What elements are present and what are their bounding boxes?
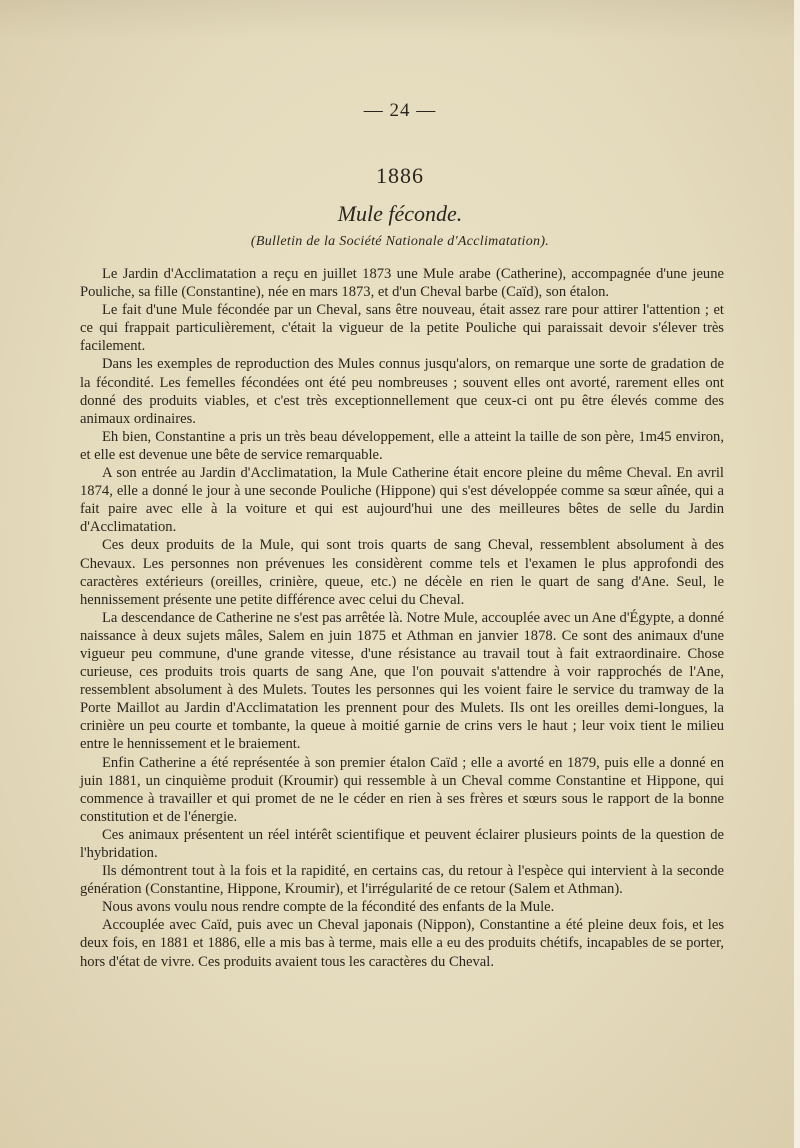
paragraph: Ces deux produits de la Mule, qui sont trois quarts de sang Cheval, ressemblent absolument à des Chevaux. Les personnes non prévenues les considèrent comme tels et l'examen le plus approfondi des caractères extérieurs (oreilles, crinière, queue, etc.) ne décèle en rien le quart de sang d'Ane. Seul, le hennissement présente une petite différence avec celui du Cheval. bbox=[80, 537, 724, 608]
article-title: Mule féconde. bbox=[337, 201, 463, 226]
paragraph: Enfin Catherine a été représentée à son premier étalon Caïd ; elle a avorté en 1879, puis elle a donné en juin 1881, un cinquième produit (Kroumir) qui ressemble à un Cheval comme Constantine et Hippone, qui commence à travailler et qui promet de ne le céder en rien à ses frères et sœurs sous le rapport de la bonne constitution et de l'énergie. bbox=[80, 754, 724, 825]
paragraph: Ils démontrent tout à la fois et la rapidité, en certains cas, du retour à l'espèce qui intervient à la seconde génération (Constantine, Hippone, Kroumir), et l'irrégularité de ce retour (Salem et Athman). bbox=[80, 863, 724, 898]
paragraph: Accouplée avec Caïd, puis avec un Cheval japonais (Nippon), Constantine a été pleine deux fois, et les deux fois, en 1881 et 1886, elle a mis bas à terme, mais elle a eu des produits chétifs, incapables de se porter, hors d'état de vivre. Ces produits avaient tous les caractères du Cheval. bbox=[80, 917, 724, 970]
paragraph: Nous avons voulu nous rendre compte de la fécondité des enfants de la Mule. bbox=[102, 899, 555, 916]
paragraph: Dans les exemples de reproduction des Mules connus jusqu'alors, on remarque une sorte de gradation de la fécondité. Les femelles fécondées ont été peu nombreuses ; souvent elles ont avorté, rarement elles ont donné des produits viables, et c'est très exceptionnellement que ceux-ci ont pu être élevés comme des animaux ordinaires. bbox=[80, 356, 724, 427]
article-body bbox=[80, 265, 724, 971]
paragraph: Eh bien, Constantine a pris un très beau développement, elle a atteint la taille de son père, 1m45 environ, et elle est devenue une bête de service remarquable. bbox=[80, 428, 724, 463]
paragraph: Le Jardin d'Acclimatation a reçu en juillet 1873 une Mule arabe (Catherine), accompagnée d'une jeune Pouliche, sa fille (Constantine), née en mars 1873, et d'un Cheval barbe (Caïd), son étalon. bbox=[80, 266, 724, 301]
section-year: 1886 bbox=[376, 163, 424, 188]
page-number: — 24 — bbox=[363, 100, 437, 121]
paragraph: Le fait d'une Mule fécondée par un Cheval, sans être nouveau, était assez rare pour attirer l'attention ; et ce qui frappait particulièrement, c'était la vigueur de la petite Pouliche qui paraissait devoir s'élever très facilement. bbox=[80, 302, 724, 355]
paragraph: Ces animaux présentent un réel intérêt scientifique et peuvent éclairer plusieurs points de la question de l'hybridation. bbox=[80, 826, 724, 861]
article-source: (Bulletin de la Société Nationale d'Acclimatation). bbox=[250, 234, 550, 249]
paragraph: La descendance de Catherine ne s'est pas arrêtée là. Notre Mule, accouplée avec un Ane d'Égypte, a donné naissance à deux sujets mâles, Salem en juin 1875 et Athman en janvier 1878. Ce sont des animaux d'une vigueur peu commune, d'une grande vitesse, d'une résistance au travail tout à fait extraordinaire. Chose curieuse, ces produits trois quarts de sang Ane, que l'on pouvait s'attendre à voir rapprochés de l'Ane, ressemblent absolument à des Mulets. Toutes les personnes qui les voient faire le service du tramway de la Porte Maillot au Jardin d'Acclimatation les prennent pour des Mulets. Ils ont les oreilles demi-longues, la crinière un peu courte et tombante, la queue à moitié garnie de crins vers le haut ; leur voix tient le milieu entre le hennissement et le braiement. bbox=[80, 609, 724, 753]
paragraph: A son entrée au Jardin d'Acclimatation, la Mule Catherine était encore pleine du même Cheval. En avril 1874, elle a donné le jour à une seconde Pouliche (Hippone) qui s'est développée comme sa sœur aînée, qui a fait paire avec elle à la voiture et qui est aujourd'hui une des meilleures bêtes de selle du Jardin d'Acclimatation. bbox=[80, 465, 724, 536]
